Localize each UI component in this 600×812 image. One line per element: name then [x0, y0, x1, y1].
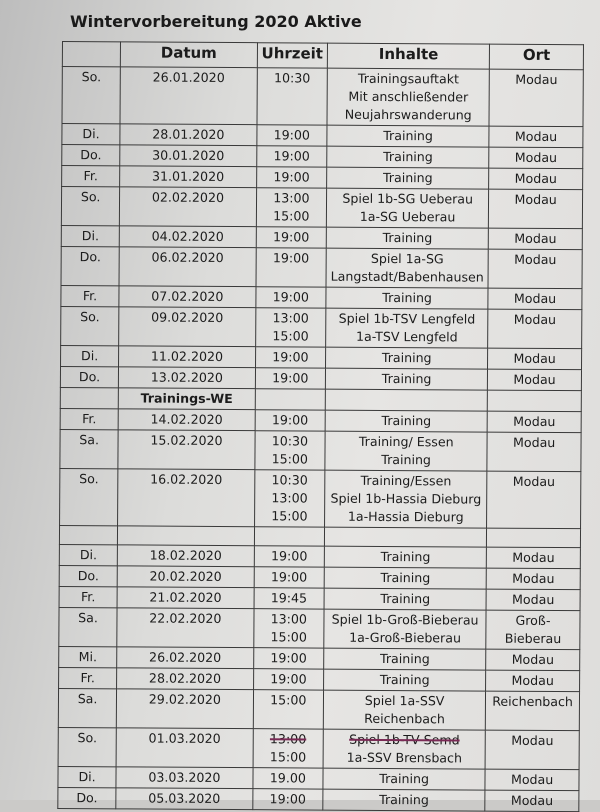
row-times	[254, 470, 325, 527]
time-value: 13:00	[272, 310, 309, 326]
row-day: So.	[61, 306, 119, 345]
place-line: Modau	[514, 128, 558, 145]
place-line: Groß-	[515, 612, 551, 628]
row-contents	[327, 125, 489, 147]
row-times	[253, 690, 324, 729]
time-value: 19:00	[272, 229, 310, 245]
time-value: 19:00	[273, 148, 310, 164]
row-times	[255, 287, 326, 308]
header-date: Datum	[121, 42, 258, 68]
row-contents	[326, 188, 488, 228]
row-contents	[326, 308, 488, 348]
row-date: 14.02.2020	[118, 409, 255, 431]
row-times	[254, 588, 325, 609]
content-line: Training/ Essen	[358, 433, 454, 450]
place-line: Modau	[514, 230, 557, 247]
time-value: 19:00	[270, 671, 307, 687]
row-day: So.	[60, 468, 119, 525]
row-place	[488, 348, 582, 370]
place-line: Modau	[512, 591, 555, 608]
table-row	[58, 727, 579, 769]
content-line: 1a-SSV Brensbach	[346, 749, 463, 766]
row-place	[488, 249, 582, 289]
row-contents	[324, 567, 486, 589]
table-row	[59, 607, 580, 649]
time-value: 19:00	[271, 548, 308, 564]
row-day: Do.	[59, 565, 117, 586]
time-value: 13:00	[269, 731, 307, 747]
row-contents	[327, 167, 489, 189]
row-contents	[323, 729, 485, 769]
row-times	[252, 789, 323, 810]
row-day: Di.	[61, 345, 119, 366]
content-line: Spiel 1b-Groß-Bieberau	[331, 611, 479, 628]
row-date: 28.01.2020	[120, 124, 257, 146]
time-value: 19:00	[271, 412, 309, 428]
content-line: Training	[383, 148, 433, 165]
content-line: 1a-SG Ueberau	[359, 208, 456, 225]
table-row	[60, 429, 581, 471]
content-line: Training	[380, 590, 431, 607]
row-date: 22.02.2020	[117, 608, 254, 648]
content-line: Training	[379, 671, 430, 688]
time-value: 15:00	[272, 328, 309, 344]
header-row	[62, 42, 583, 70]
row-day: Sa.	[59, 607, 117, 646]
row-place	[486, 589, 580, 611]
row-contents	[324, 648, 486, 670]
content-line: Spiel 1a-SG	[370, 250, 444, 267]
table-row	[61, 187, 582, 229]
header-day	[62, 42, 120, 67]
table-row	[61, 306, 582, 348]
row-contents	[325, 389, 487, 411]
content-line: Training	[382, 289, 432, 306]
time-value: 19:00	[273, 169, 310, 185]
row-contents	[326, 347, 488, 369]
place-line: Modau	[510, 771, 554, 788]
time-value: 15:00	[270, 692, 307, 708]
row-place	[487, 547, 581, 569]
content-line: Spiel 1b-TSV Lengfeld	[338, 310, 476, 327]
place-line: Modau	[512, 473, 556, 490]
row-date: 01.03.2020	[116, 728, 253, 768]
row-contents	[326, 248, 488, 288]
row-place	[487, 432, 581, 472]
content-line: Spiel 1b-TV Semd	[349, 731, 460, 748]
header-contents: Inhalte	[327, 43, 489, 69]
row-contents	[325, 470, 488, 528]
time-value: 15:00	[271, 451, 308, 467]
row-contents	[323, 789, 485, 811]
content-line: Training	[383, 127, 433, 144]
time-value: 15:00	[270, 629, 307, 645]
row-contents	[325, 431, 487, 471]
row-place	[489, 69, 583, 127]
time-value: 13:00	[271, 490, 308, 506]
row-date: 20.02.2020	[117, 566, 254, 588]
place-line: Bieberau	[504, 630, 562, 647]
table-row	[61, 246, 582, 288]
row-place	[486, 691, 580, 731]
place-line: Reichenbach	[492, 693, 573, 710]
schedule-table	[57, 41, 584, 812]
time-value: 15:00	[269, 749, 307, 765]
place-line: Modau	[511, 732, 554, 749]
row-place	[489, 168, 583, 190]
content-line: Training	[381, 451, 432, 468]
place-line: Modau	[513, 350, 556, 367]
content-line: Trainingsauftakt	[357, 70, 460, 87]
place-line: Modau	[514, 149, 558, 166]
time-value: 19:00	[272, 250, 310, 266]
row-day: Mi.	[59, 646, 117, 667]
row-contents	[324, 609, 486, 649]
row-date: 06.02.2020	[119, 247, 256, 287]
row-day	[59, 525, 117, 544]
time-value: 19:00	[270, 569, 308, 585]
row-times	[254, 527, 325, 546]
content-line: Training	[379, 791, 429, 808]
content-line: Training	[381, 370, 432, 387]
row-times	[256, 125, 327, 146]
row-place	[486, 568, 580, 590]
row-date: 31.01.2020	[120, 166, 257, 188]
row-day: Di.	[62, 124, 120, 145]
time-value: 10:30	[271, 433, 309, 449]
row-times	[253, 768, 324, 789]
time-value: 15:00	[273, 208, 310, 224]
content-line: Spiel 1a-SSV	[364, 692, 445, 709]
place-line: Modau	[513, 371, 556, 388]
row-date: 07.02.2020	[119, 286, 256, 308]
row-times	[253, 669, 324, 690]
row-day: Fr.	[62, 166, 120, 187]
row-day: Do.	[62, 145, 120, 166]
row-date: 28.02.2020	[117, 668, 254, 690]
time-value: 19:00	[269, 791, 306, 807]
table-row	[58, 688, 579, 730]
place-line: Modau	[513, 413, 556, 430]
row-place	[487, 528, 581, 548]
row-date	[118, 526, 255, 546]
time-value: 10:30	[273, 70, 311, 86]
place-line: Modau	[515, 71, 558, 88]
row-date: 29.02.2020	[116, 689, 253, 729]
row-times	[256, 227, 327, 248]
row-times	[256, 188, 327, 227]
row-day: Do.	[58, 787, 116, 808]
row-date: 05.03.2020	[116, 788, 253, 810]
row-contents	[326, 227, 488, 249]
row-contents	[325, 527, 487, 547]
content-line: Training	[380, 548, 431, 565]
row-place	[486, 649, 580, 671]
row-date: 09.02.2020	[119, 307, 256, 347]
place-line: Modau	[511, 672, 554, 689]
row-times	[254, 431, 325, 470]
row-place	[487, 471, 581, 529]
row-place	[489, 126, 583, 148]
content-line: Training	[380, 650, 430, 667]
row-place	[487, 411, 581, 433]
content-line: 1a-Hassia Dieburg	[347, 508, 464, 525]
content-line: Training	[380, 569, 431, 586]
place-line: Modau	[512, 570, 555, 587]
place-line: Modau	[512, 434, 556, 451]
row-day: Fr.	[61, 285, 119, 306]
row-day: Do.	[60, 366, 118, 387]
row-date: 26.02.2020	[117, 647, 254, 669]
row-day: So.	[61, 187, 119, 226]
row-date: 03.03.2020	[116, 767, 253, 789]
header-time: Uhrzeit	[257, 43, 328, 68]
row-place	[485, 769, 579, 791]
row-contents	[324, 588, 486, 610]
place-line: Modau	[514, 191, 557, 208]
row-day: Do.	[61, 246, 119, 285]
row-contents	[325, 410, 487, 432]
row-place	[486, 610, 580, 650]
row-times	[257, 68, 328, 125]
row-times	[255, 308, 326, 347]
row-date: 26.01.2020	[120, 67, 257, 125]
time-value: 19:00	[270, 650, 307, 666]
content-line: Reichenbach	[364, 710, 445, 727]
time-value: 15:00	[271, 508, 308, 524]
row-place	[488, 228, 582, 250]
content-line: Langstadt/Babenhausen	[330, 268, 484, 285]
row-contents	[327, 68, 490, 126]
row-date: 30.01.2020	[120, 145, 257, 167]
time-value: 19:45	[270, 590, 308, 606]
place-line: Modau	[512, 549, 555, 566]
row-day: Fr.	[60, 408, 118, 429]
header-place: Ort	[490, 44, 584, 70]
time-value: 19.00	[269, 770, 306, 786]
row-contents	[323, 690, 485, 730]
place-line: Modau	[510, 792, 554, 809]
content-line: Training	[381, 349, 432, 366]
row-times	[255, 410, 326, 431]
document-title: Wintervorbereitung 2020 Aktive	[70, 12, 362, 31]
row-times	[254, 567, 325, 588]
content-line: Training/Essen	[360, 472, 452, 489]
row-times	[256, 146, 327, 167]
row-place	[485, 790, 579, 812]
time-value: 13:00	[273, 190, 310, 206]
content-line: Training	[381, 412, 432, 429]
time-value: 10:30	[271, 472, 308, 488]
row-day: Di.	[59, 544, 117, 565]
time-value: 13:00	[270, 611, 308, 627]
content-line: 1a-TSV Lengfeld	[356, 328, 458, 345]
content-line: Spiel 1b-Hassia Dieburg	[330, 490, 482, 507]
row-date: 15.02.2020	[118, 430, 255, 470]
time-value: 19:00	[272, 370, 309, 386]
row-day: Fr.	[59, 586, 117, 607]
row-date: 13.02.2020	[119, 367, 256, 389]
row-contents	[323, 768, 485, 790]
content-line: Mit anschließender	[348, 88, 469, 105]
time-value: 19:00	[272, 349, 309, 365]
row-date: 18.02.2020	[117, 545, 254, 567]
row-date: 11.02.2020	[119, 346, 256, 368]
time-value: 19:00	[272, 289, 309, 305]
row-times	[254, 546, 325, 567]
schedule-body	[58, 67, 584, 812]
row-place	[488, 309, 582, 349]
row-times	[253, 729, 324, 768]
row-place	[489, 147, 583, 169]
row-times	[256, 167, 327, 188]
row-place	[488, 288, 582, 310]
row-times	[255, 347, 326, 368]
row-place	[487, 390, 581, 412]
row-times	[253, 609, 324, 648]
place-line: Modau	[514, 170, 557, 187]
row-contents	[325, 368, 487, 390]
row-place	[489, 189, 583, 229]
row-contents	[324, 669, 486, 691]
place-line: Modau	[513, 290, 557, 307]
table-row	[62, 67, 583, 127]
place-line: Modau	[514, 251, 557, 268]
content-line: Training	[379, 770, 430, 787]
row-day: So.	[62, 67, 121, 124]
row-times	[256, 248, 327, 287]
row-contents	[327, 146, 489, 168]
row-place	[485, 730, 579, 770]
row-day: Sa.	[58, 688, 116, 727]
row-day: Fr.	[59, 667, 117, 688]
row-day: Di.	[61, 225, 119, 246]
content-line: Training	[382, 169, 433, 186]
row-day: So.	[58, 727, 116, 766]
row-date: 16.02.2020	[118, 469, 255, 527]
table-row	[60, 468, 581, 528]
row-place	[488, 369, 582, 391]
content-line: Spiel 1b-SG Ueberau	[342, 190, 474, 207]
row-day	[60, 387, 118, 408]
row-date: 21.02.2020	[117, 587, 254, 609]
row-contents	[326, 287, 488, 309]
row-date: 04.02.2020	[119, 226, 256, 248]
content-line: Neujahrswanderung	[344, 106, 472, 123]
row-day: Sa.	[60, 429, 118, 468]
place-line: Modau	[511, 651, 555, 668]
row-date: Trainings-WE	[118, 388, 255, 410]
content-line: 1a-Groß-Bieberau	[349, 629, 462, 646]
row-times	[255, 368, 326, 389]
row-times	[255, 389, 326, 410]
place-line: Modau	[513, 311, 557, 328]
row-date: 02.02.2020	[120, 187, 257, 227]
row-times	[253, 648, 324, 669]
row-place	[486, 670, 580, 692]
time-value: 19:00	[273, 127, 310, 143]
row-day: Di.	[58, 766, 116, 787]
content-line: Training	[382, 229, 433, 246]
row-contents	[324, 546, 486, 568]
